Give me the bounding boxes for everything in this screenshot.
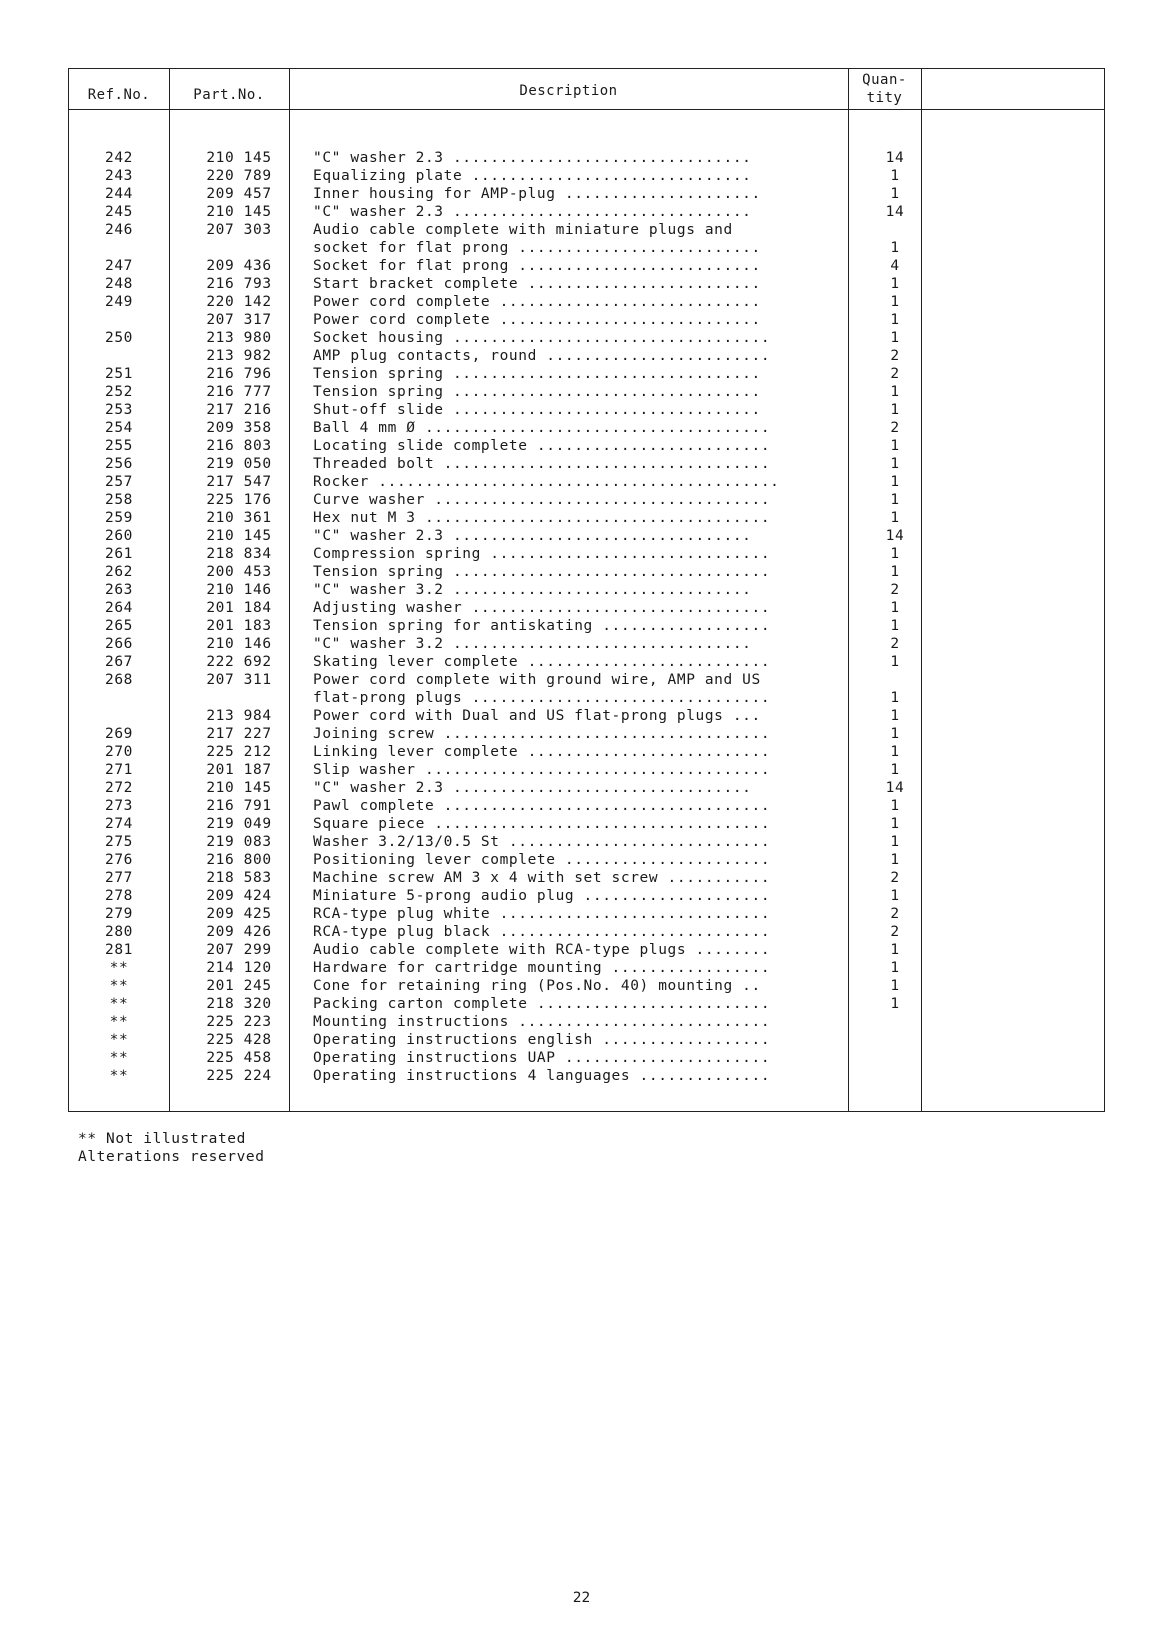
ref-cell: 249 (105, 294, 133, 310)
part-cell: 216 777 (206, 384, 272, 400)
description-cell: "C" washer 3.2 ................................ (313, 636, 752, 652)
quantity-cell: 1 (890, 996, 900, 1012)
part-cell: 216 800 (206, 852, 272, 868)
description-cell: Operating instructions 4 languages .............. (313, 1068, 771, 1084)
part-cell: 210 146 (206, 636, 272, 652)
part-cell: 207 303 (206, 222, 272, 238)
description-cell: Slip washer ..................................... (313, 762, 771, 778)
part-cell: 213 982 (206, 348, 272, 364)
quantity-cell: 1 (890, 402, 900, 418)
quantity-cell: 14 (885, 780, 905, 796)
ref-cell: 255 (105, 438, 133, 454)
description-cell: Power cord complete ............................ (313, 312, 761, 328)
quantity-cell: 1 (890, 798, 900, 814)
part-cell: 219 050 (206, 456, 272, 472)
part-cell: 201 245 (206, 978, 272, 994)
table-row (69, 347, 1104, 365)
ref-cell: 281 (105, 942, 133, 958)
part-cell: 218 320 (206, 996, 272, 1012)
ref-cell: 246 (105, 222, 133, 238)
part-cell: 210 145 (206, 780, 272, 796)
quantity-cell: 1 (890, 888, 900, 904)
part-cell: 218 834 (206, 546, 272, 562)
description-cell: AMP plug contacts, round ........................ (313, 348, 771, 364)
table-row (69, 509, 1104, 527)
ref-cell: 275 (105, 834, 133, 850)
ref-cell: 253 (105, 402, 133, 418)
ref-cell: 267 (105, 654, 133, 670)
quantity-cell: 1 (890, 186, 900, 202)
ref-cell: 242 (105, 150, 133, 166)
description-cell: Pawl complete ................................... (313, 798, 771, 814)
quantity-cell: 1 (890, 690, 900, 706)
quantity-cell: 1 (890, 960, 900, 976)
quantity-cell: 1 (890, 564, 900, 580)
quantity-cell: 1 (890, 942, 900, 958)
header-divider (69, 109, 1104, 110)
description-cell: Audio cable complete with miniature plugs and (313, 222, 733, 238)
part-cell: 219 083 (206, 834, 272, 850)
table-row (69, 779, 1104, 797)
quantity-cell: 1 (890, 330, 900, 346)
part-cell: 201 187 (206, 762, 272, 778)
header-part: Part.No. (193, 87, 265, 103)
part-cell: 210 145 (206, 150, 272, 166)
description-cell: socket for flat prong .......................... (313, 240, 761, 256)
description-cell: "C" washer 3.2 ................................ (313, 582, 752, 598)
table-row (69, 653, 1104, 671)
ref-cell: ** (109, 960, 129, 976)
description-cell: Shut-off slide ................................. (313, 402, 761, 418)
description-cell: Machine screw AM 3 x 4 with set screw ........... (313, 870, 771, 886)
description-cell: Locating slide complete ......................... (313, 438, 771, 454)
part-cell: 220 789 (206, 168, 272, 184)
ref-cell: 251 (105, 366, 133, 382)
part-cell: 220 142 (206, 294, 272, 310)
part-cell: 216 793 (206, 276, 272, 292)
quantity-cell: 1 (890, 168, 900, 184)
ref-cell: ** (109, 996, 129, 1012)
ref-cell: 244 (105, 186, 133, 202)
ref-cell: ** (109, 1014, 129, 1030)
part-cell: 209 436 (206, 258, 272, 274)
ref-cell: 280 (105, 924, 133, 940)
quantity-cell: 1 (890, 744, 900, 760)
ref-cell: 270 (105, 744, 133, 760)
part-cell: 225 224 (206, 1068, 272, 1084)
table-row (69, 995, 1104, 1013)
ref-cell: 269 (105, 726, 133, 742)
table-row (69, 905, 1104, 923)
quantity-cell: 1 (890, 978, 900, 994)
table-row (69, 383, 1104, 401)
table-row (69, 1049, 1104, 1067)
description-cell: RCA-type plug black ............................. (313, 924, 771, 940)
ref-cell: 262 (105, 564, 133, 580)
part-cell: 217 216 (206, 402, 272, 418)
part-cell: 200 453 (206, 564, 272, 580)
description-cell: Tension spring ................................. (313, 366, 761, 382)
table-row (69, 581, 1104, 599)
description-cell: "C" washer 2.3 ................................ (313, 528, 752, 544)
table-row (69, 311, 1104, 329)
table-row (69, 977, 1104, 995)
description-cell: Start bracket complete ......................... (313, 276, 761, 292)
ref-cell: 264 (105, 600, 133, 616)
description-cell: RCA-type plug white ............................. (313, 906, 771, 922)
quantity-cell: 1 (890, 294, 900, 310)
description-cell: Socket for flat prong .......................... (313, 258, 761, 274)
quantity-cell: 14 (885, 528, 905, 544)
description-cell: Square piece .................................... (313, 816, 771, 832)
description-cell: Curve washer .................................... (313, 492, 771, 508)
table-row (69, 635, 1104, 653)
quantity-cell: 1 (890, 492, 900, 508)
part-cell: 225 212 (206, 744, 272, 760)
part-cell: 207 299 (206, 942, 272, 958)
quantity-cell: 2 (890, 906, 900, 922)
table-row (69, 419, 1104, 437)
description-cell: Inner housing for AMP-plug ..................... (313, 186, 761, 202)
description-cell: Tension spring ................................. (313, 384, 761, 400)
description-cell: Skating lever complete .......................... (313, 654, 771, 670)
ref-cell: 258 (105, 492, 133, 508)
table-row (69, 203, 1104, 221)
part-cell: 217 227 (206, 726, 272, 742)
quantity-cell: 1 (890, 312, 900, 328)
ref-cell: 248 (105, 276, 133, 292)
table-row (69, 1031, 1104, 1049)
table-row (69, 959, 1104, 977)
ref-cell: 257 (105, 474, 133, 490)
ref-cell: 252 (105, 384, 133, 400)
part-cell: 217 547 (206, 474, 272, 490)
table-row (69, 491, 1104, 509)
description-cell: Mounting instructions ........................... (313, 1014, 771, 1030)
table-row (69, 923, 1104, 941)
table-row (69, 275, 1104, 293)
part-cell: 209 358 (206, 420, 272, 436)
ref-cell: ** (109, 978, 129, 994)
part-cell: 210 361 (206, 510, 272, 526)
ref-cell: 277 (105, 870, 133, 886)
part-cell: 201 184 (206, 600, 272, 616)
quantity-cell: 1 (890, 456, 900, 472)
header-quantity-line1: Quan- (862, 72, 907, 88)
quantity-cell: 1 (890, 618, 900, 634)
table-row (69, 329, 1104, 347)
parts-list-table (68, 68, 1105, 1112)
description-cell: Washer 3.2/13/0.5 St ............................ (313, 834, 771, 850)
description-cell: Socket housing .................................. (313, 330, 771, 346)
table-row (69, 473, 1104, 491)
ref-cell: 279 (105, 906, 133, 922)
part-cell: 210 146 (206, 582, 272, 598)
description-cell: flat-prong plugs ................................ (313, 690, 771, 706)
part-cell: 214 120 (206, 960, 272, 976)
part-cell: 213 984 (206, 708, 272, 724)
table-row (69, 1013, 1104, 1031)
table-row (69, 743, 1104, 761)
description-cell: Power cord with Dual and US flat-prong plugs ... (313, 708, 761, 724)
ref-cell: 247 (105, 258, 133, 274)
table-row (69, 671, 1104, 689)
table-row (69, 437, 1104, 455)
description-cell: Packing carton complete ......................... (313, 996, 771, 1012)
ref-cell: 265 (105, 618, 133, 634)
description-cell: Power cord complete ............................ (313, 294, 761, 310)
description-cell: Joining screw ................................... (313, 726, 771, 742)
footnote-not-illustrated: ** Not illustrated (78, 1131, 246, 1147)
ref-cell: 250 (105, 330, 133, 346)
description-cell: Compression spring .............................. (313, 546, 771, 562)
table-row (69, 725, 1104, 743)
part-cell: 219 049 (206, 816, 272, 832)
table-row (69, 221, 1104, 239)
part-cell: 207 317 (206, 312, 272, 328)
description-cell: Operating instructions english .................. (313, 1032, 771, 1048)
footnote-alterations: Alterations reserved (78, 1149, 265, 1165)
quantity-cell: 1 (890, 852, 900, 868)
ref-cell: 245 (105, 204, 133, 220)
part-cell: 210 145 (206, 204, 272, 220)
ref-cell: 276 (105, 852, 133, 868)
ref-cell: 274 (105, 816, 133, 832)
header-quantity-line2: tity (866, 90, 903, 106)
description-cell: Tension spring .................................. (313, 564, 771, 580)
part-cell: 213 980 (206, 330, 272, 346)
part-cell: 225 223 (206, 1014, 272, 1030)
quantity-cell: 1 (890, 276, 900, 292)
ref-cell: 278 (105, 888, 133, 904)
quantity-cell: 2 (890, 348, 900, 364)
quantity-cell: 2 (890, 582, 900, 598)
description-cell: Operating instructions UAP ...................... (313, 1050, 771, 1066)
table-row (69, 1067, 1104, 1085)
part-cell: 216 803 (206, 438, 272, 454)
description-cell: "C" washer 2.3 ................................ (313, 150, 752, 166)
description-cell: Rocker ........................................... (313, 474, 780, 490)
description-cell: Miniature 5-prong audio plug .................... (313, 888, 771, 904)
description-cell: Power cord complete with ground wire, AMP and US (313, 672, 761, 688)
ref-cell: 256 (105, 456, 133, 472)
quantity-cell: 1 (890, 384, 900, 400)
part-cell: 218 583 (206, 870, 272, 886)
part-cell: 225 428 (206, 1032, 272, 1048)
page-number: 22 (572, 1590, 591, 1606)
quantity-cell: 1 (890, 474, 900, 490)
ref-cell: 260 (105, 528, 133, 544)
part-cell: 216 796 (206, 366, 272, 382)
description-cell: "C" washer 2.3 ................................ (313, 780, 752, 796)
header-description: Description (519, 83, 618, 99)
ref-cell: ** (109, 1032, 129, 1048)
ref-cell: 272 (105, 780, 133, 796)
quantity-cell: 4 (890, 258, 900, 274)
description-cell: Positioning lever complete ...................... (313, 852, 771, 868)
table-row (69, 869, 1104, 887)
ref-cell: ** (109, 1050, 129, 1066)
parts-rows (69, 149, 1104, 1085)
quantity-cell: 14 (885, 150, 905, 166)
table-row (69, 455, 1104, 473)
quantity-cell: 1 (890, 654, 900, 670)
table-row (69, 239, 1104, 257)
table-row (69, 851, 1104, 869)
quantity-cell: 1 (890, 816, 900, 832)
ref-cell: 254 (105, 420, 133, 436)
ref-cell: ** (109, 1068, 129, 1084)
part-cell: 209 457 (206, 186, 272, 202)
table-row (69, 545, 1104, 563)
table-row (69, 887, 1104, 905)
table-row (69, 257, 1104, 275)
part-cell: 201 183 (206, 618, 272, 634)
ref-cell: 261 (105, 546, 133, 562)
quantity-cell: 2 (890, 870, 900, 886)
description-cell: Ball 4 mm Ø ..................................... (313, 420, 771, 436)
table-row (69, 365, 1104, 383)
table-row (69, 185, 1104, 203)
part-cell: 207 311 (206, 672, 272, 688)
part-cell: 209 424 (206, 888, 272, 904)
table-row (69, 941, 1104, 959)
part-cell: 209 425 (206, 906, 272, 922)
ref-cell: 268 (105, 672, 133, 688)
quantity-cell: 2 (890, 366, 900, 382)
part-cell: 222 692 (206, 654, 272, 670)
table-row (69, 167, 1104, 185)
table-row (69, 707, 1104, 725)
table-row (69, 401, 1104, 419)
quantity-cell: 14 (885, 204, 905, 220)
part-cell: 210 145 (206, 528, 272, 544)
table-row (69, 617, 1104, 635)
description-cell: Tension spring for antiskating .................. (313, 618, 771, 634)
footnote (78, 1130, 265, 1166)
part-cell: 225 176 (206, 492, 272, 508)
quantity-cell: 1 (890, 600, 900, 616)
quantity-cell: 1 (890, 726, 900, 742)
quantity-cell: 1 (890, 240, 900, 256)
table-row (69, 599, 1104, 617)
quantity-cell: 1 (890, 834, 900, 850)
quantity-cell: 1 (890, 546, 900, 562)
table-row (69, 815, 1104, 833)
description-cell: Equalizing plate .............................. (313, 168, 752, 184)
description-cell: Audio cable complete with RCA-type plugs ........ (313, 942, 771, 958)
description-cell: Hardware for cartridge mounting ................. (313, 960, 771, 976)
quantity-cell: 2 (890, 420, 900, 436)
table-row (69, 797, 1104, 815)
part-cell: 209 426 (206, 924, 272, 940)
description-cell: Adjusting washer ................................ (313, 600, 771, 616)
ref-cell: 243 (105, 168, 133, 184)
ref-cell: 263 (105, 582, 133, 598)
table-row (69, 149, 1104, 167)
table-row (69, 293, 1104, 311)
table-row (69, 689, 1104, 707)
part-cell: 225 458 (206, 1050, 272, 1066)
table-row (69, 761, 1104, 779)
quantity-cell: 1 (890, 762, 900, 778)
quantity-cell: 2 (890, 636, 900, 652)
description-cell: "C" washer 2.3 ................................ (313, 204, 752, 220)
description-cell: Cone for retaining ring (Pos.No. 40) mounting .. (313, 978, 761, 994)
ref-cell: 273 (105, 798, 133, 814)
table-row (69, 833, 1104, 851)
description-cell: Threaded bolt ................................... (313, 456, 771, 472)
quantity-cell: 1 (890, 510, 900, 526)
part-cell: 216 791 (206, 798, 272, 814)
description-cell: Hex nut M 3 ..................................... (313, 510, 771, 526)
description-cell: Linking lever complete .......................... (313, 744, 771, 760)
header-ref: Ref.No. (87, 87, 151, 103)
ref-cell: 259 (105, 510, 133, 526)
ref-cell: 271 (105, 762, 133, 778)
table-row (69, 527, 1104, 545)
ref-cell: 266 (105, 636, 133, 652)
quantity-cell: 1 (890, 708, 900, 724)
quantity-cell: 1 (890, 438, 900, 454)
table-row (69, 563, 1104, 581)
quantity-cell: 2 (890, 924, 900, 940)
